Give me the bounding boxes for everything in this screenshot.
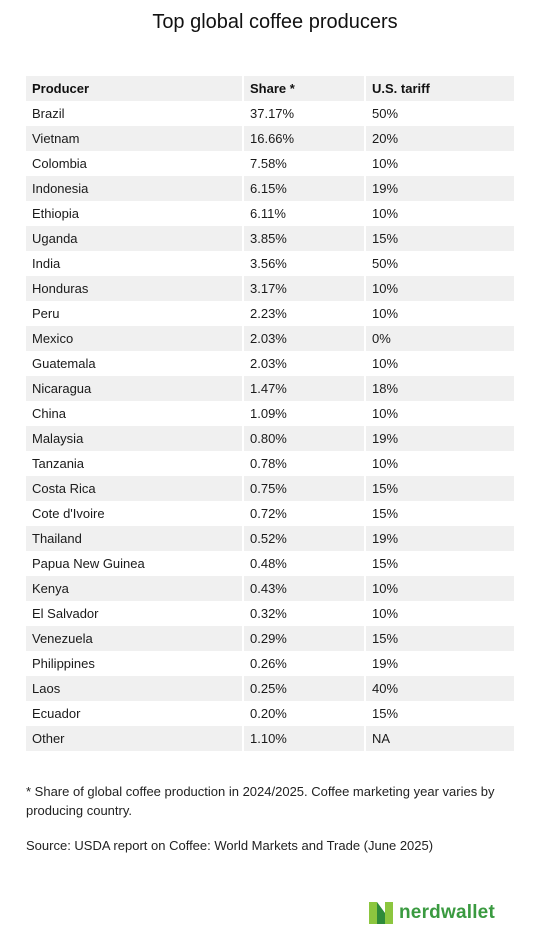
cell-producer: Tanzania <box>26 451 244 476</box>
cell-producer: Philippines <box>26 651 244 676</box>
table-row <box>26 551 514 576</box>
cell-producer: Vietnam <box>26 126 244 151</box>
cell-producer: Thailand <box>26 526 244 551</box>
coffee-producers-table <box>26 76 514 751</box>
source-note: Source: USDA report on Coffee: World Markets and Trade (June 2025) <box>26 838 434 853</box>
brand-logo <box>368 900 495 926</box>
cell-producer: Mexico <box>26 326 244 351</box>
cell-tariff: 10% <box>372 406 399 421</box>
cell-tariff: 15% <box>372 556 399 571</box>
table-row <box>26 476 514 501</box>
brand-name: nerdwallet <box>399 902 495 923</box>
cell-tariff: 15% <box>366 226 514 251</box>
cell-share: 0.52% <box>244 526 366 551</box>
cell-tariff: 10% <box>372 606 399 621</box>
table-row <box>26 726 514 751</box>
cell-share: 2.23% <box>244 301 366 326</box>
cell-share: 0.80% <box>244 426 366 451</box>
cell-share: 3.56% <box>244 251 366 276</box>
cell-tariff: NA <box>366 726 514 751</box>
cell-share: 0.78% <box>244 451 366 476</box>
cell-share: 0.20% <box>244 701 366 726</box>
table-row <box>26 176 514 201</box>
table-row <box>26 526 514 551</box>
cell-producer: Costa Rica <box>26 476 244 501</box>
cell-producer: Ethiopia <box>26 201 244 226</box>
table-row <box>26 276 514 301</box>
cell-tariff: 19% <box>366 426 514 451</box>
cell-tariff: 10% <box>366 276 514 301</box>
cell-tariff: 15% <box>366 476 514 501</box>
cell-share: 1.47% <box>244 376 366 401</box>
cell-share: 16.66% <box>244 126 366 151</box>
cell-tariff: 10% <box>372 206 399 221</box>
cell-share: 6.15% <box>244 176 366 201</box>
nerdwallet-logo-icon <box>368 900 394 926</box>
cell-producer: Nicaragua <box>26 376 244 401</box>
table-row <box>26 201 514 226</box>
column-header-producer: Producer <box>26 76 244 101</box>
cell-share: 0.43% <box>244 576 366 601</box>
table-row <box>26 251 514 276</box>
cell-tariff: 19% <box>372 656 399 671</box>
cell-producer: Peru <box>26 301 244 326</box>
cell-share: 0.72% <box>244 501 366 526</box>
table-header-row <box>26 76 514 101</box>
cell-share: 3.17% <box>244 276 366 301</box>
cell-producer: Colombia <box>26 151 244 176</box>
table-row <box>26 126 514 151</box>
footnote: * Share of global coffee production in 2024/2025. Coffee marketing year varies by producing country. <box>26 784 495 818</box>
cell-share: 0.48% <box>244 551 366 576</box>
table-row <box>26 601 514 626</box>
table-row <box>26 501 514 526</box>
cell-tariff: 19% <box>366 176 514 201</box>
cell-producer: El Salvador <box>26 601 244 626</box>
cell-producer: Laos <box>26 676 244 701</box>
cell-share: 0.26% <box>244 651 366 676</box>
cell-share: 0.25% <box>244 676 366 701</box>
cell-share: 0.75% <box>244 476 366 501</box>
cell-producer: Uganda <box>26 226 244 251</box>
table-row <box>26 101 514 126</box>
cell-producer: China <box>26 401 244 426</box>
cell-producer: Papua New Guinea <box>26 551 244 576</box>
table-row <box>26 651 514 676</box>
cell-tariff: 10% <box>372 356 399 371</box>
cell-tariff: 20% <box>366 126 514 151</box>
cell-tariff: 50% <box>372 256 399 271</box>
cell-tariff: 10% <box>372 456 399 471</box>
table-row <box>26 701 514 726</box>
column-header-share: Share * <box>244 76 366 101</box>
cell-tariff: 18% <box>366 376 514 401</box>
cell-share: 7.58% <box>244 151 366 176</box>
table-row <box>26 351 514 376</box>
table-row <box>26 326 514 351</box>
cell-share: 2.03% <box>244 351 366 376</box>
cell-tariff: 10% <box>372 156 399 171</box>
table-row <box>26 626 514 651</box>
cell-producer: Brazil <box>26 101 244 126</box>
cell-share: 3.85% <box>244 226 366 251</box>
cell-producer: Honduras <box>26 276 244 301</box>
cell-share: 1.10% <box>244 726 366 751</box>
table-row <box>26 301 514 326</box>
table-row <box>26 451 514 476</box>
column-header-tariff: U.S. tariff <box>366 76 514 101</box>
cell-tariff: 15% <box>372 706 399 721</box>
table-row <box>26 426 514 451</box>
page-title: Top global coffee producers <box>152 11 398 33</box>
table-row <box>26 226 514 251</box>
cell-producer: Ecuador <box>26 701 244 726</box>
cell-producer: India <box>26 251 244 276</box>
cell-share: 37.17% <box>244 101 366 126</box>
cell-tariff: 10% <box>366 576 514 601</box>
cell-producer: Cote d'Ivoire <box>26 501 244 526</box>
cell-tariff: 15% <box>372 506 399 521</box>
cell-producer: Guatemala <box>26 351 244 376</box>
cell-tariff: 10% <box>372 306 399 321</box>
table-row <box>26 676 514 701</box>
cell-share: 0.32% <box>244 601 366 626</box>
table-row <box>26 576 514 601</box>
table-row <box>26 151 514 176</box>
cell-producer: Malaysia <box>26 426 244 451</box>
table-row <box>26 401 514 426</box>
cell-tariff: 50% <box>372 106 399 121</box>
cell-share: 6.11% <box>244 201 366 226</box>
cell-producer: Indonesia <box>26 176 244 201</box>
cell-tariff: 15% <box>366 626 514 651</box>
table-row <box>26 376 514 401</box>
cell-share: 2.03% <box>244 326 366 351</box>
cell-producer: Other <box>26 726 244 751</box>
cell-tariff: 19% <box>366 526 514 551</box>
cell-producer: Kenya <box>26 576 244 601</box>
cell-tariff: 40% <box>366 676 514 701</box>
cell-tariff: 0% <box>366 326 514 351</box>
cell-producer: Venezuela <box>26 626 244 651</box>
cell-share: 0.29% <box>244 626 366 651</box>
cell-share: 1.09% <box>244 401 366 426</box>
